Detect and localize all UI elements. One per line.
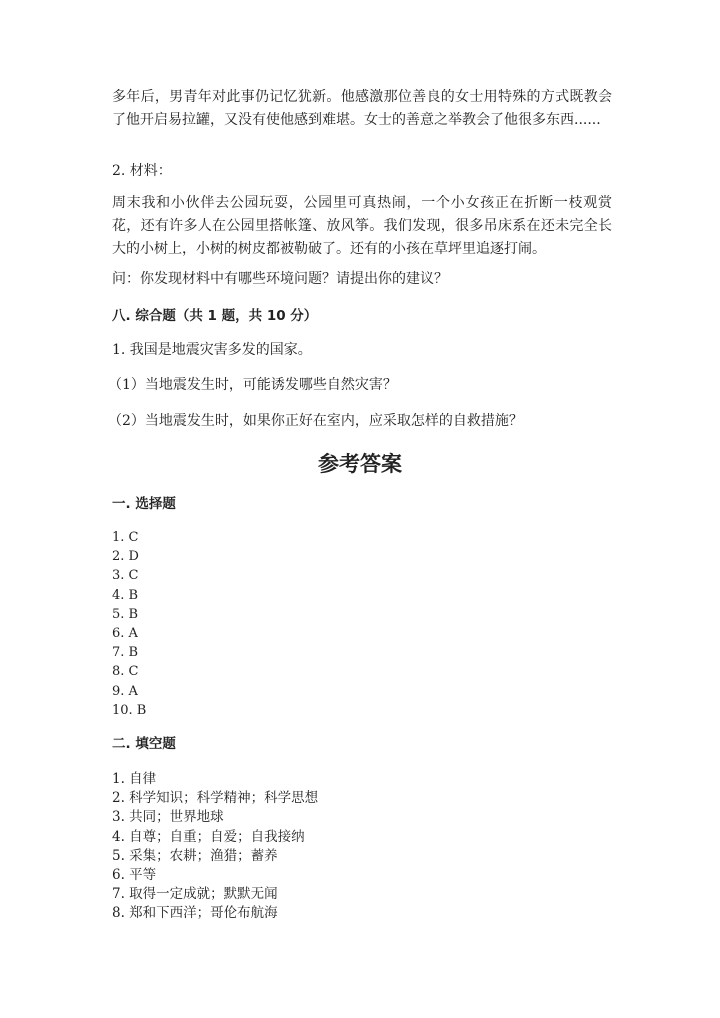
section8-heading: 八. 综合题（共 1 题，共 10 分） [112, 308, 318, 324]
material1-tail-paragraph: 多年后，男青年对此事仍记忆犹新。他感激那位善良的女士用特殊的方式既教会了他开启易拉罐，又没有使他感到难堪。女士的善意之举教会了他很多东西...... [112, 89, 612, 128]
choice-answer: 9. A [112, 683, 138, 699]
fill-answer: 4. 自尊；自重；自爱；自我接纳 [112, 828, 305, 845]
q8-1-sub1: （1）当地震发生时，可能诱发哪些自然灾害？ [108, 377, 397, 393]
fill-answer: 2. 科学知识；科学精神；科学思想 [112, 790, 319, 807]
fill-heading: 二. 填空题 [112, 736, 176, 752]
fill-answer: 8. 郑和下西洋；哥伦布航海 [112, 905, 278, 922]
fill-answer: 1. 自律 [112, 771, 157, 787]
answers-title: 参考答案 [318, 452, 402, 476]
q8-1-sub2: （2）当地震发生时，如果你正好在室内，应采取怎样的自救措施？ [108, 413, 523, 429]
choice-answer: 5. B [112, 606, 139, 622]
choice-answer: 1. C [112, 530, 139, 545]
choice-answer: 2. D [112, 549, 139, 565]
q8-1-stem: 1. 我国是地震灾害多发的国家。 [112, 342, 312, 358]
fill-answer: 5. 采集；农耕；渔猎；蓄养 [112, 847, 278, 864]
material2-paragraph: 周末我和小伙伴去公园玩耍，公园里可真热闹，一个小女孩正在折断一枝观赏花，还有许多人在公园里搭帐篷、放风筝。我们发现，很多吊床系在还未完全长大的小树上，小树的树皮都被勒破了。还有的小孩在草坪里追逐打闹。 [112, 195, 612, 257]
material2-question: 问：你发现材料中有哪些环境问题？请提出你的建议？ [112, 271, 448, 287]
fill-answer: 7. 取得一定成就；默默无闻 [112, 886, 278, 903]
choice-answer: 4. B [112, 587, 139, 603]
choice-answer: 6. A [112, 625, 138, 641]
choice-answer: 8. C [112, 664, 139, 680]
choice-heading: 一. 选择题 [112, 496, 176, 512]
fill-answer-list [112, 770, 318, 924]
choice-answer: 10. B [112, 702, 147, 718]
material2-label: 2. 材料： [112, 163, 172, 179]
fill-answer: 6. 平等 [112, 866, 157, 883]
choice-answer-list [112, 528, 146, 720]
choice-answer: 7. B [112, 645, 139, 661]
choice-answer: 3. C [112, 568, 139, 584]
fill-answer: 3. 共同；世界地球 [112, 809, 224, 826]
